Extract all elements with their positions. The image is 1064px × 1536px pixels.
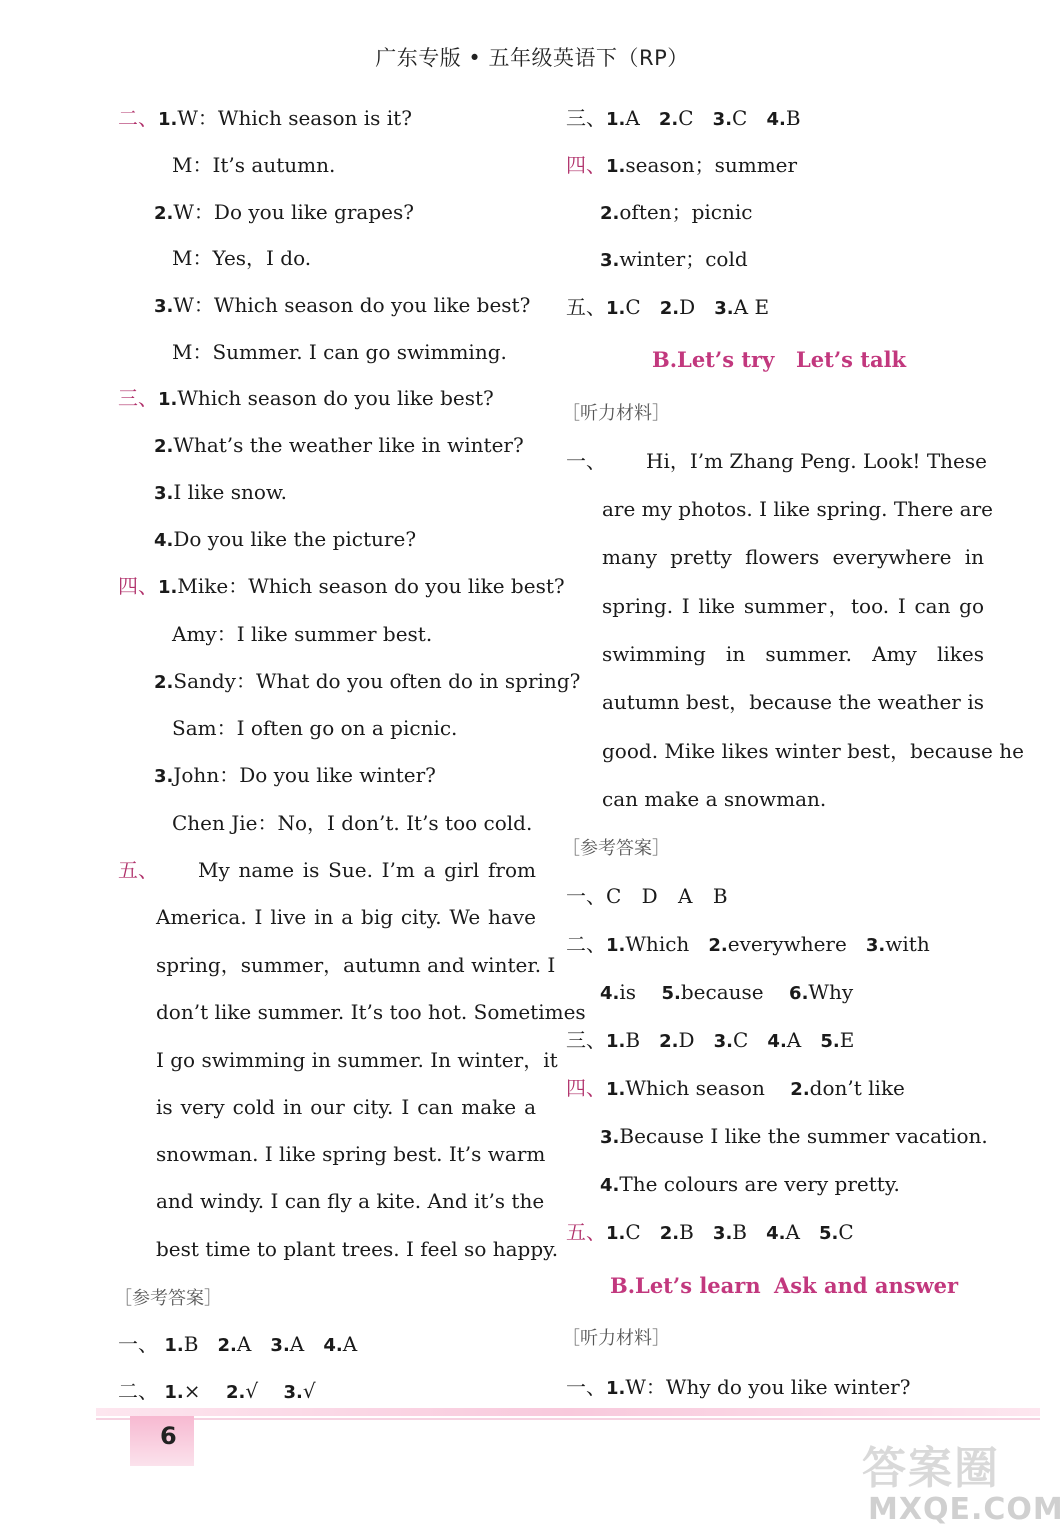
item-number: 2. bbox=[658, 109, 679, 130]
left-line-2: M：It’s autumn. bbox=[172, 153, 336, 177]
item-number: 1. bbox=[158, 389, 178, 410]
item-number: 3. bbox=[283, 1382, 303, 1403]
item-number: 5. bbox=[818, 1223, 839, 1244]
section-mark: 五、 bbox=[566, 1220, 606, 1244]
answer-value: C bbox=[625, 1220, 641, 1244]
left-line-5 bbox=[154, 293, 530, 319]
page-number: 6 bbox=[160, 1422, 177, 1450]
item-number: 1. bbox=[164, 1382, 184, 1403]
section-mark: 一、 bbox=[566, 884, 606, 908]
passage-line-3: spring，summer，autumn and winter. I bbox=[156, 953, 556, 977]
section-mark: 二、 bbox=[118, 106, 158, 130]
item-text: Mike：Which season do you like best? bbox=[177, 574, 565, 598]
answer-value: A bbox=[785, 1220, 800, 1244]
right-answer-b8 bbox=[566, 1220, 854, 1246]
answer-value: with bbox=[885, 932, 930, 956]
right-line-2 bbox=[566, 153, 797, 179]
listening-line-3: many pretty flowers everywhere in bbox=[602, 545, 984, 569]
item-number: 1. bbox=[606, 1223, 626, 1244]
answer-value: C bbox=[732, 106, 748, 130]
footer-band-line bbox=[96, 1418, 1040, 1420]
item-number: 2. bbox=[217, 1335, 237, 1356]
answer-value: √ bbox=[245, 1379, 259, 1403]
right-answer-b4 bbox=[566, 1028, 854, 1054]
answer-value: is bbox=[619, 980, 637, 1004]
answer-value: D bbox=[679, 295, 696, 319]
item-number: 1. bbox=[158, 577, 178, 598]
item-text: Sandy：What do you often do in spring? bbox=[173, 669, 581, 693]
item-text: John：Do you like winter? bbox=[173, 763, 436, 787]
right-answer-b1 bbox=[566, 884, 728, 908]
item-number: 1. bbox=[606, 1079, 626, 1100]
item-text: often；picnic bbox=[619, 200, 753, 224]
section-title-ask-and-answer: Ask and answer bbox=[774, 1273, 959, 1298]
item-number: 3. bbox=[154, 766, 174, 787]
section-mark: 四、 bbox=[566, 153, 606, 177]
answer-value: C D A B bbox=[606, 884, 728, 908]
item-number: 3. bbox=[712, 1223, 733, 1244]
item-text: winter；cold bbox=[619, 247, 748, 271]
item-number: 2. bbox=[659, 1031, 679, 1052]
item-number: 5. bbox=[820, 1031, 840, 1052]
answer-value: A bbox=[786, 1028, 802, 1052]
item-number: 1. bbox=[606, 1378, 626, 1399]
answer-label: ［参考答案］ bbox=[114, 1288, 222, 1309]
item-number: 3. bbox=[600, 250, 620, 271]
item-number: 1. bbox=[158, 109, 178, 130]
item-text: Because I like the summer vacation. bbox=[619, 1124, 988, 1148]
right-line-c1 bbox=[566, 1375, 910, 1401]
answer-value: A bbox=[289, 1332, 305, 1356]
passage-mark: 一、 bbox=[566, 449, 606, 473]
listening-line-4: spring. I like summer，too. I can go bbox=[602, 594, 984, 618]
section-mark: 三、 bbox=[566, 106, 606, 130]
item-text: season；summer bbox=[625, 153, 798, 177]
item-number: 1. bbox=[606, 1031, 626, 1052]
answer-row-2 bbox=[118, 1379, 316, 1405]
answer-label: ［参考答案］ bbox=[562, 838, 670, 859]
item-number: 1. bbox=[606, 109, 626, 130]
right-answer-b3 bbox=[600, 980, 853, 1006]
item-text: What’s the weather like in winter? bbox=[173, 433, 524, 457]
answer-value: B bbox=[679, 1220, 694, 1244]
item-number: 1. bbox=[606, 935, 626, 956]
item-number: 4. bbox=[766, 1223, 786, 1244]
item-number: 4. bbox=[767, 1031, 787, 1052]
answer-row-1 bbox=[118, 1332, 357, 1358]
left-line-6: M：Summer. I can go swimming. bbox=[172, 340, 507, 364]
item-number: 3. bbox=[600, 1127, 620, 1148]
item-number: 2. bbox=[659, 1223, 680, 1244]
section-title-lets-try: B.Let’s try bbox=[652, 347, 775, 372]
section-mark: 二、 bbox=[118, 1379, 158, 1403]
item-number: 3. bbox=[712, 109, 733, 130]
passage-line-2: America. I live in a big city. We have bbox=[156, 905, 536, 929]
section-mark: 一、 bbox=[566, 1375, 606, 1399]
section-mark: 四、 bbox=[118, 574, 158, 598]
answer-value: A bbox=[625, 106, 640, 130]
passage-line-7: snowman. I like spring best. It’s warm bbox=[156, 1142, 546, 1166]
passage-line-5: I go swimming in summer. In winter，it bbox=[156, 1048, 558, 1072]
passage-line-8: and windy. I can fly a kite. And it’s the bbox=[156, 1189, 545, 1213]
answer-value: C bbox=[733, 1028, 749, 1052]
item-number: 6. bbox=[789, 983, 809, 1004]
page-header: 广东专版 • 五年级英语下（RP） bbox=[375, 46, 689, 70]
item-number: 1. bbox=[606, 298, 626, 319]
section-mark: 一、 bbox=[118, 1332, 158, 1356]
answer-value: √ bbox=[302, 1379, 316, 1403]
section-title-lets-talk: Let’s talk bbox=[796, 347, 907, 372]
item-number: 5. bbox=[661, 983, 681, 1004]
answer-value: B bbox=[732, 1220, 747, 1244]
section-mark: 三、 bbox=[566, 1028, 606, 1052]
listening-line-6: autumn best，because the weather is bbox=[602, 690, 984, 714]
item-number: 2. bbox=[225, 1382, 246, 1403]
answer-value: Why bbox=[808, 980, 854, 1004]
passage-line-4: don’t like summer. It’s too hot. Sometimes bbox=[156, 1000, 586, 1024]
listening-label: ［听力材料］ bbox=[562, 1328, 670, 1349]
item-number: 2. bbox=[154, 672, 174, 693]
answer-value: E bbox=[839, 1028, 855, 1052]
passage-line-9: best time to plant trees. I feel so happy. bbox=[156, 1237, 559, 1261]
section-mark: 三、 bbox=[118, 386, 158, 410]
left-line-4: M：Yes，I do. bbox=[172, 246, 312, 270]
section-mark: 四、 bbox=[566, 1076, 606, 1100]
item-number: 3. bbox=[865, 935, 886, 956]
left-line-3 bbox=[154, 200, 414, 226]
answer-value: everywhere bbox=[727, 932, 847, 956]
watermark-logo: 答案圈 bbox=[862, 1443, 1000, 1494]
listening-label: ［听力材料］ bbox=[562, 403, 670, 424]
answer-value: A bbox=[342, 1332, 358, 1356]
answer-value: A E bbox=[733, 295, 770, 319]
item-number: 4. bbox=[154, 530, 174, 551]
right-answer-b6 bbox=[600, 1124, 988, 1150]
item-number: 3. bbox=[713, 1031, 734, 1052]
item-number: 1. bbox=[606, 156, 626, 177]
item-number: 2. bbox=[154, 436, 174, 457]
item-number: 2. bbox=[154, 203, 174, 224]
answer-value: B bbox=[625, 1028, 641, 1052]
right-line-4 bbox=[600, 247, 748, 273]
item-number: 4. bbox=[323, 1335, 343, 1356]
item-text: W：Why do you like winter? bbox=[625, 1375, 911, 1399]
left-line-11 bbox=[118, 574, 565, 600]
listening-line-5: swimming in summer. Amy likes bbox=[602, 642, 984, 666]
item-number: 3. bbox=[154, 483, 174, 504]
listening-line-2: are my photos. I like spring. There are bbox=[602, 497, 993, 521]
left-line-1 bbox=[118, 106, 412, 132]
left-line-13 bbox=[154, 669, 580, 695]
answer-value: Which season bbox=[625, 1076, 765, 1100]
answer-value: B bbox=[183, 1332, 199, 1356]
item-text: W：Which season is it? bbox=[177, 106, 412, 130]
left-line-8 bbox=[154, 433, 524, 459]
section-mark: 五、 bbox=[566, 295, 606, 319]
item-number: 2. bbox=[600, 203, 620, 224]
item-text: Do you like the picture? bbox=[173, 527, 417, 551]
item-text: W：Do you like grapes? bbox=[173, 200, 414, 224]
right-answer-b2 bbox=[566, 932, 930, 958]
item-text: W：Which season do you like best? bbox=[173, 293, 531, 317]
left-line-12: Amy：I like summer best. bbox=[172, 622, 433, 646]
answer-value: Which bbox=[625, 932, 690, 956]
left-line-10 bbox=[154, 527, 416, 553]
item-number: 1. bbox=[164, 1335, 184, 1356]
left-line-9 bbox=[154, 480, 287, 506]
answer-value: because bbox=[680, 980, 764, 1004]
footer-band bbox=[96, 1408, 1040, 1416]
passage-mark: 五、 bbox=[118, 858, 158, 882]
answer-value: B bbox=[785, 106, 801, 130]
answer-value: C bbox=[625, 295, 641, 319]
right-line-3 bbox=[600, 200, 752, 226]
right-answer-b7 bbox=[600, 1172, 900, 1198]
item-number: 3. bbox=[270, 1335, 290, 1356]
item-number: 2. bbox=[659, 298, 680, 319]
answer-value: × bbox=[183, 1379, 201, 1403]
section-title-lets-learn: B.Let’s learn bbox=[610, 1273, 761, 1298]
right-answer-row-1 bbox=[566, 106, 801, 132]
item-number: 3. bbox=[154, 296, 174, 317]
answer-value: C bbox=[838, 1220, 854, 1244]
left-line-16: Chen Jie：No，I don’t. It’s too cold. bbox=[172, 811, 533, 835]
left-line-14: Sam：I often go on a picnic. bbox=[172, 716, 458, 740]
item-text: Which season do you like best? bbox=[177, 386, 494, 410]
listening-line-1: Hi，I’m Zhang Peng. Look! These bbox=[646, 449, 987, 473]
passage-line-6: is very cold in our city. I can make a bbox=[156, 1095, 536, 1119]
section-mark: 二、 bbox=[566, 932, 606, 956]
item-number: 3. bbox=[714, 298, 734, 319]
item-number: 4. bbox=[600, 983, 620, 1004]
right-answer-b5 bbox=[566, 1076, 905, 1102]
left-line-7 bbox=[118, 386, 494, 412]
listening-line-7: good. Mike likes winter best，because he bbox=[602, 739, 1024, 763]
answer-value: D bbox=[678, 1028, 695, 1052]
listening-line-8: can make a snowman. bbox=[602, 787, 827, 811]
item-text: The colours are very pretty. bbox=[619, 1172, 900, 1196]
passage-line-1: My name is Sue. I’m a girl from bbox=[198, 858, 536, 882]
answer-value: don’t like bbox=[809, 1076, 905, 1100]
item-number: 2. bbox=[708, 935, 728, 956]
item-text: I like snow. bbox=[173, 480, 288, 504]
answer-value: C bbox=[678, 106, 694, 130]
left-line-15 bbox=[154, 763, 436, 789]
right-answer-row-5 bbox=[566, 295, 769, 321]
watermark-url: MXQE.COM bbox=[868, 1492, 1064, 1527]
item-number: 4. bbox=[600, 1175, 620, 1196]
item-number: 2. bbox=[790, 1079, 810, 1100]
item-number: 4. bbox=[766, 109, 786, 130]
answer-value: A bbox=[236, 1332, 252, 1356]
